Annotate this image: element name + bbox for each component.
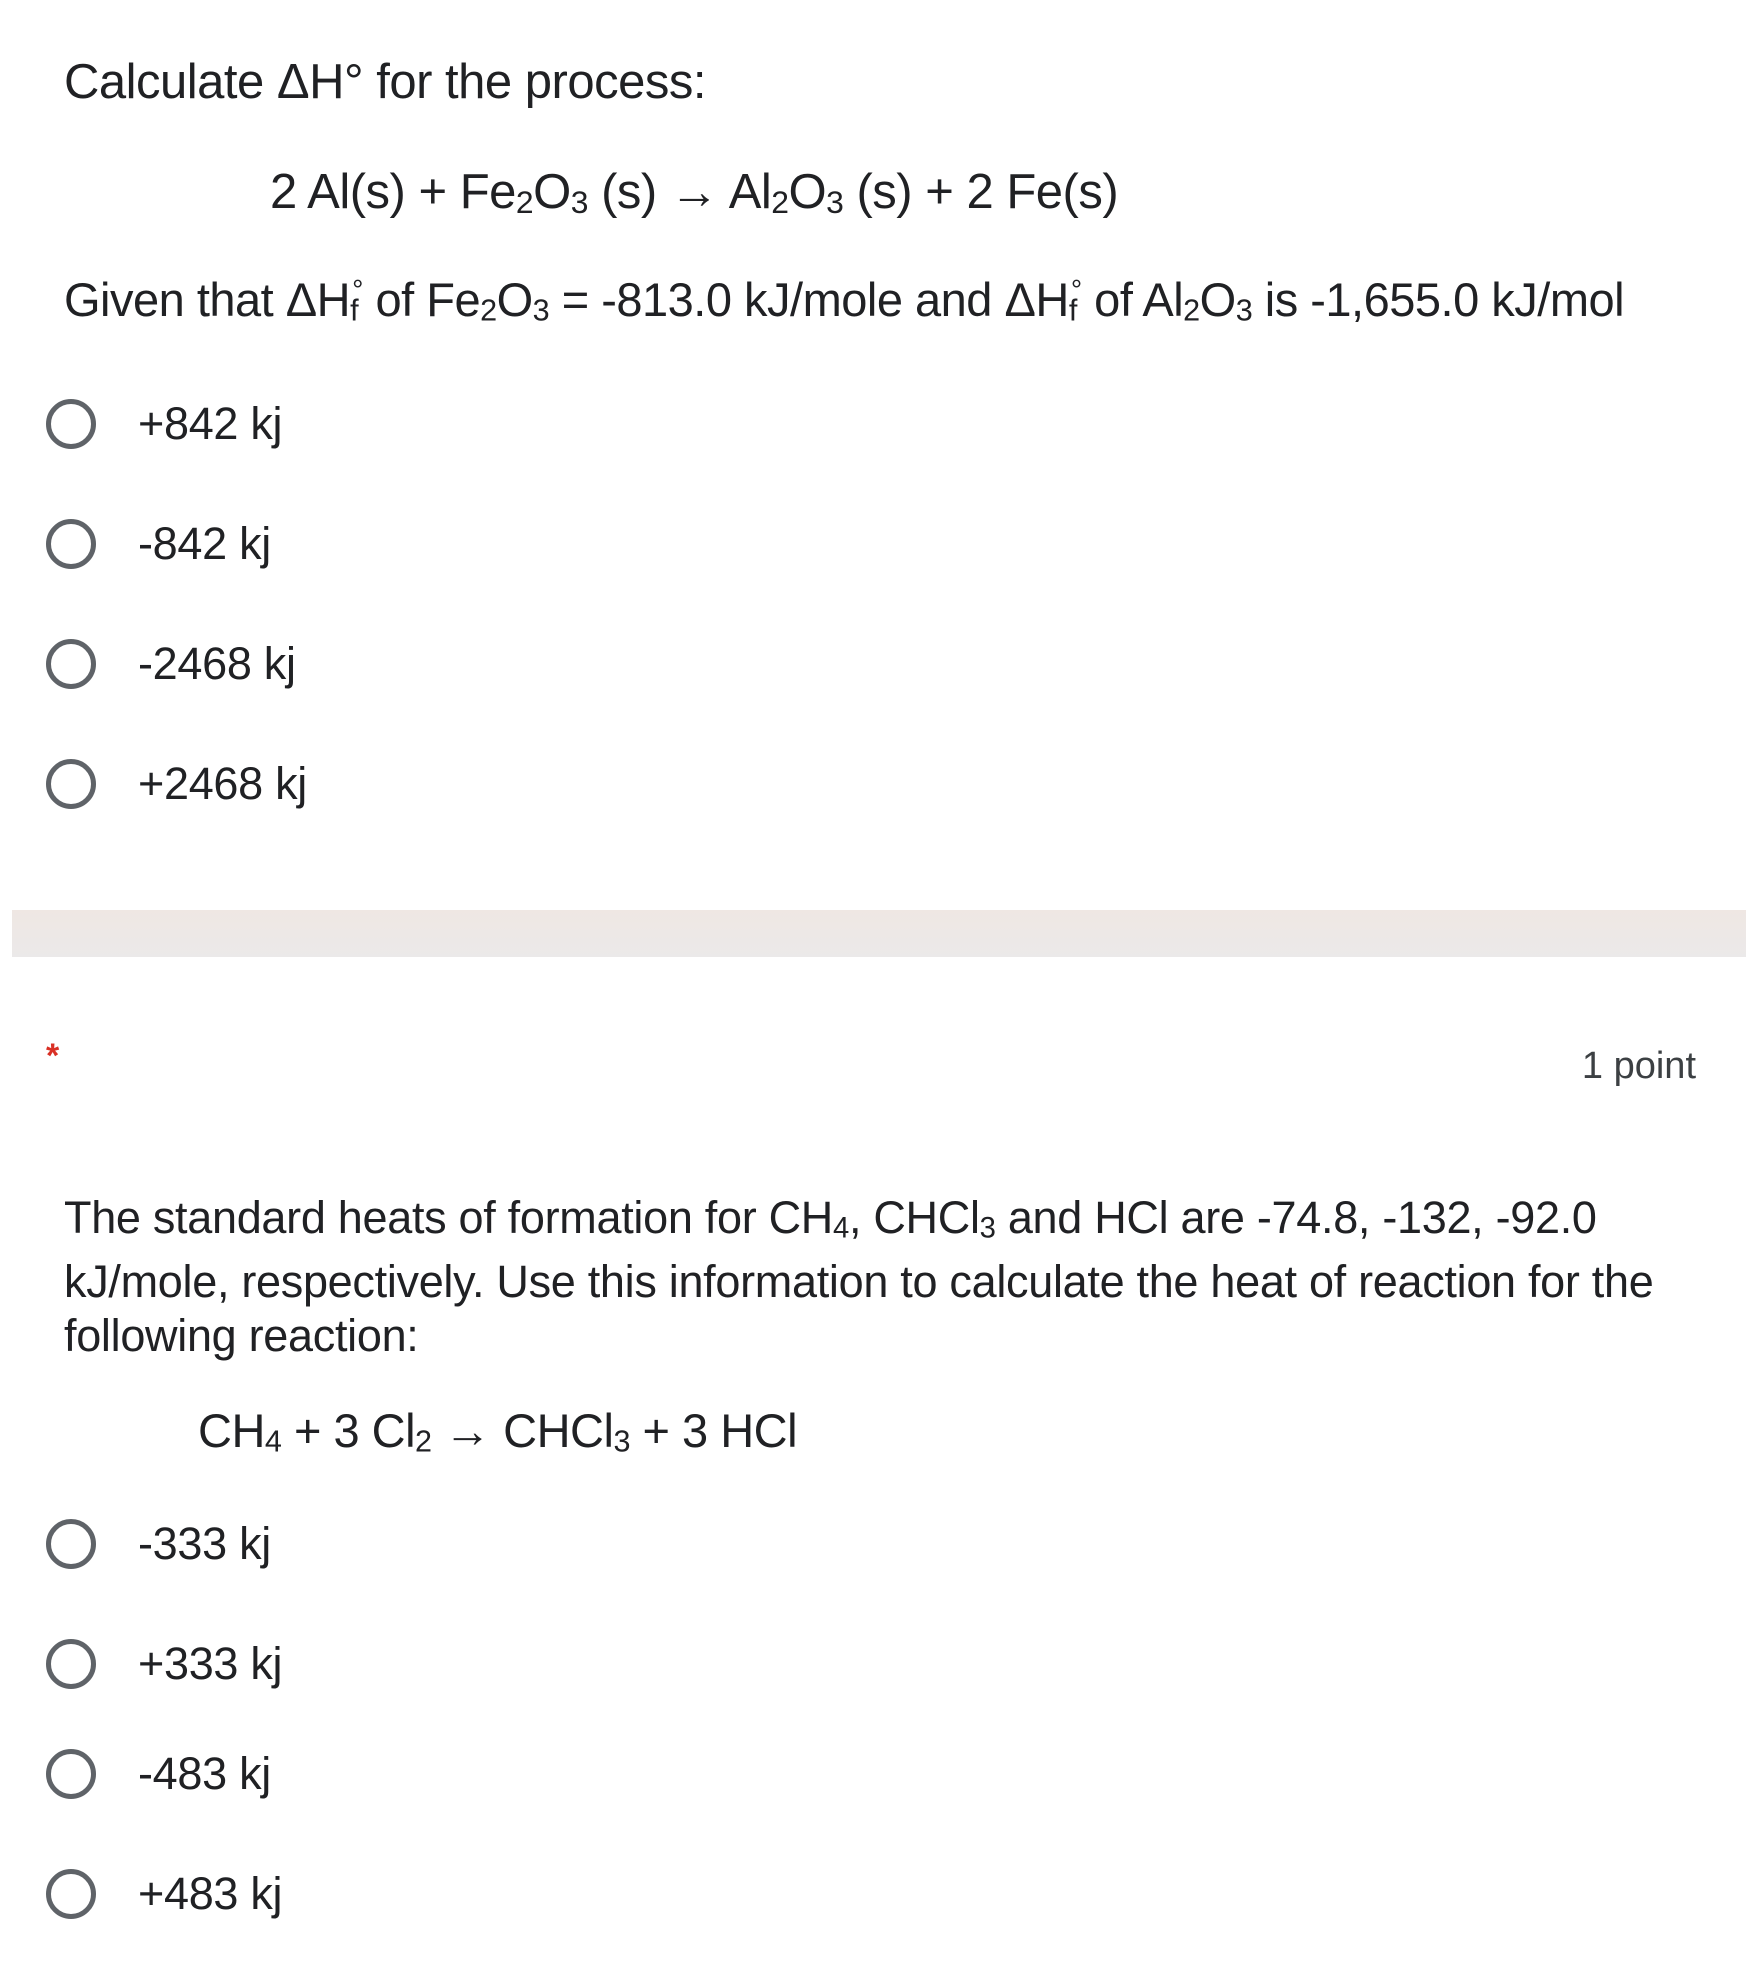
given-part: is -1,655.0 kJ/mol xyxy=(1252,273,1625,326)
radio-button-icon[interactable] xyxy=(46,1749,96,1799)
given-part: of Al xyxy=(1081,273,1184,326)
given-sub: 3 xyxy=(1235,293,1253,328)
question-1-equation xyxy=(270,164,1118,221)
eq-part: O xyxy=(788,165,827,219)
q2-option-4[interactable] xyxy=(46,1862,282,1926)
paragraph-line-2: kJ/mole, respectively. Use this information to calculate the heat of reaction for the xyxy=(64,1256,1654,1308)
para-sub: 4 xyxy=(832,1212,849,1245)
given-part: = -813.0 kJ/mole and ΔH xyxy=(549,273,1069,326)
radio-button-icon[interactable] xyxy=(46,519,96,569)
eq-sub: 3 xyxy=(570,183,588,220)
paragraph-line-3: following reaction: xyxy=(64,1310,419,1362)
para-part: and HCl are -74.8, -132, -92.0 xyxy=(995,1192,1597,1243)
option-label: +483 kj xyxy=(138,1868,283,1919)
option-label: -333 kj xyxy=(138,1518,271,1569)
given-part: Given that ΔH xyxy=(64,273,351,326)
q2-option-3[interactable] xyxy=(46,1742,271,1806)
q2-option-2[interactable] xyxy=(46,1632,282,1696)
given-sup: ° xyxy=(352,273,363,306)
option-label: +2468 kj xyxy=(138,758,307,809)
given-part: of Fe xyxy=(362,273,481,326)
eq-part: (s) + 2 Fe(s) xyxy=(843,165,1119,219)
paragraph-line-1 xyxy=(64,1191,1653,1255)
eq-part: 2 Al(s) + Fe xyxy=(270,165,516,219)
eq-part: + 3 Cl xyxy=(281,1404,416,1457)
radio-button-icon[interactable] xyxy=(46,1869,96,1919)
option-label: +333 kj xyxy=(138,1638,283,1689)
radio-button-icon[interactable] xyxy=(46,399,96,449)
eq-sub: 3 xyxy=(826,183,844,220)
radio-button-icon[interactable] xyxy=(46,759,96,809)
question-card-2 xyxy=(12,957,1746,1942)
given-part: O xyxy=(496,273,533,326)
radio-button-icon[interactable] xyxy=(46,1639,96,1689)
radio-button-icon[interactable] xyxy=(46,1519,96,1569)
eq-part: (s) → Al xyxy=(587,165,772,219)
eq-part: + 3 HCl xyxy=(629,1404,798,1457)
given-sub: f xyxy=(1068,293,1077,328)
prompt-text-end: for the process: xyxy=(363,55,706,109)
q2-option-1[interactable] xyxy=(46,1512,271,1576)
eq-sub: 4 xyxy=(264,1424,282,1459)
given-sup: ° xyxy=(1070,273,1082,306)
required-asterisk: * xyxy=(46,1037,60,1075)
question-1-given xyxy=(64,272,1624,329)
option-label: -842 kj xyxy=(138,518,271,569)
given-sub: f xyxy=(350,293,359,328)
q1-option-2[interactable] xyxy=(46,512,271,576)
eq-sub: 2 xyxy=(515,183,534,220)
option-label: -483 kj xyxy=(138,1748,271,1799)
given-sub: 2 xyxy=(1183,293,1200,328)
given-part: O xyxy=(1199,273,1236,326)
para-sub: 3 xyxy=(979,1212,996,1245)
q1-option-3[interactable] xyxy=(46,632,296,696)
eq-sub: 2 xyxy=(415,1424,432,1459)
eq-part: CH xyxy=(198,1404,265,1457)
question-1-prompt xyxy=(64,54,706,110)
given-sub: 2 xyxy=(480,293,497,328)
radio-button-icon[interactable] xyxy=(46,639,96,689)
prompt-text: Calculate xyxy=(64,55,277,109)
q1-option-4[interactable] xyxy=(46,752,307,816)
card-divider xyxy=(12,910,1746,957)
eq-part: O xyxy=(533,165,571,219)
points-label: 1 point xyxy=(1581,1045,1696,1087)
eq-sub: 3 xyxy=(613,1424,630,1459)
para-part: The standard heats of formation for CH xyxy=(64,1192,833,1243)
eq-part: → CHCl xyxy=(431,1404,614,1457)
given-sub: 3 xyxy=(532,293,550,328)
q1-option-1[interactable] xyxy=(46,392,282,456)
para-part: , CHCl xyxy=(848,1192,980,1243)
delta-h-symbol: ΔH° xyxy=(276,55,364,109)
question-2-equation xyxy=(198,1403,797,1460)
option-label: -2468 kj xyxy=(138,638,296,689)
question-card-1 xyxy=(12,48,1746,910)
question-2-paragraph xyxy=(64,1191,1653,1363)
eq-sub: 2 xyxy=(771,183,789,220)
option-label: +842 kj xyxy=(138,398,283,449)
